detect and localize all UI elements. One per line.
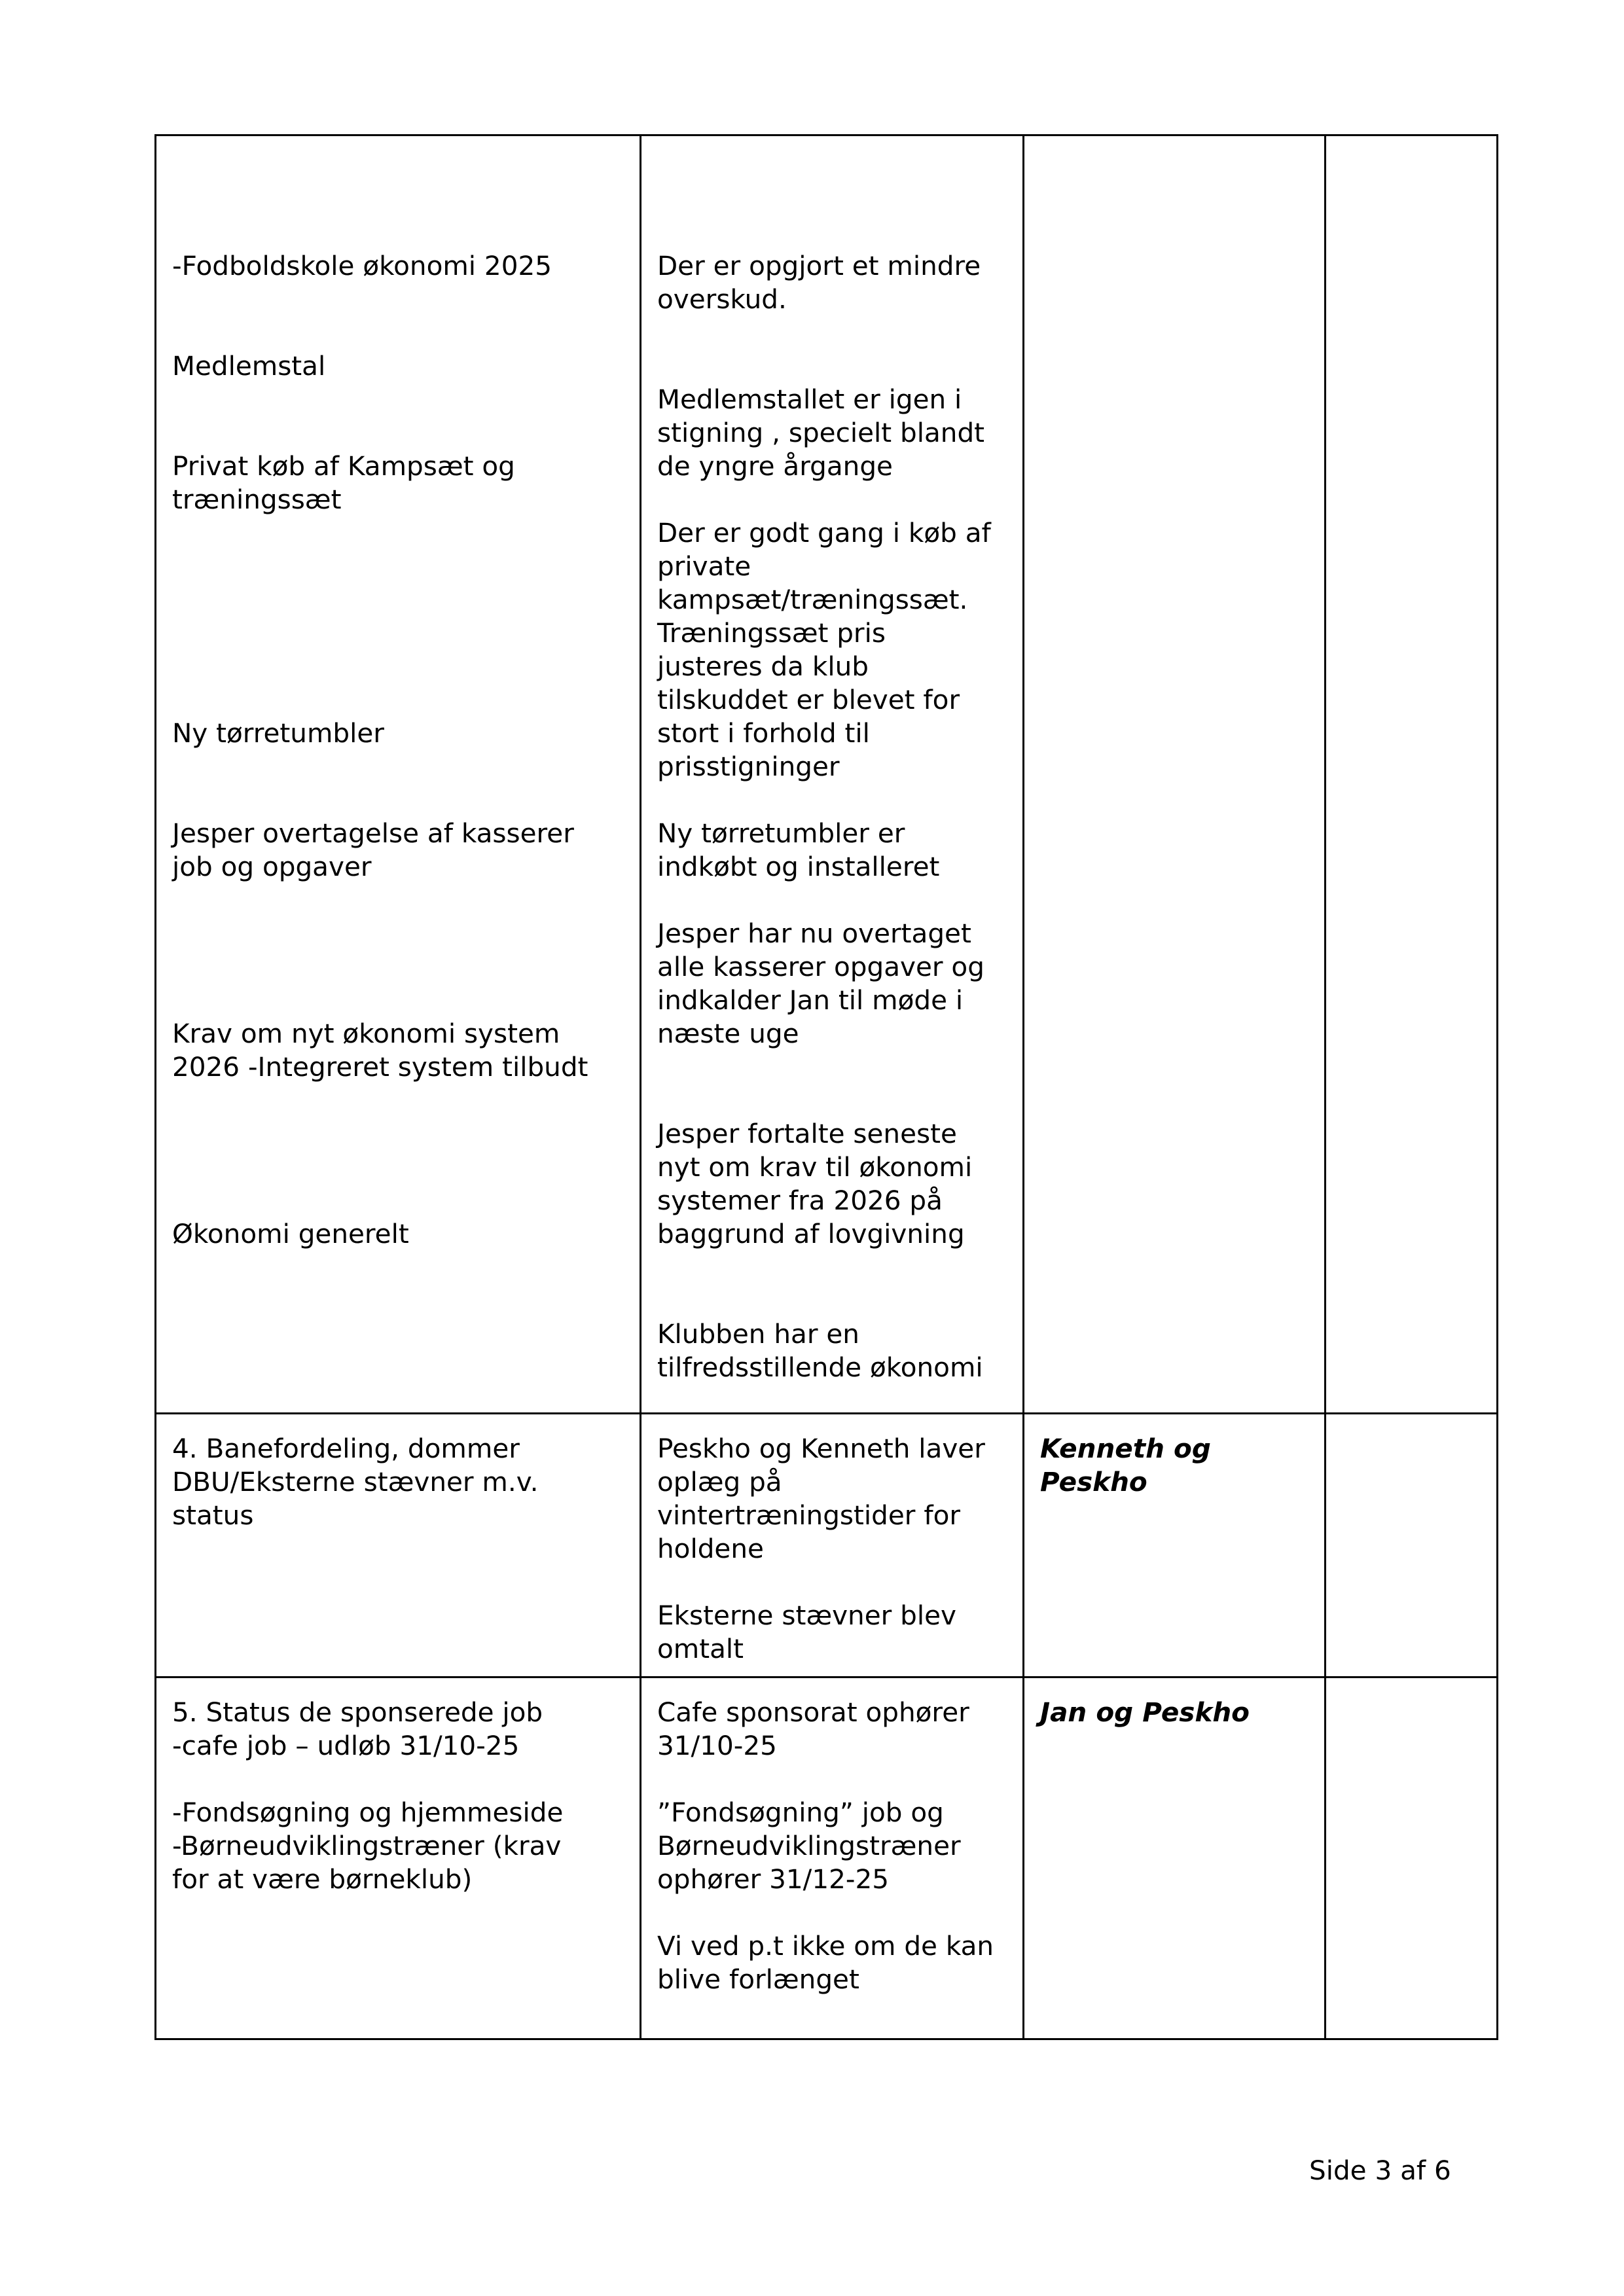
notes-cell (641, 135, 1024, 1414)
topic-cell (156, 1677, 641, 2039)
page-number: Side 3 af 6 (1309, 2155, 1451, 2186)
note-accounting-system: Jesper fortalte seneste nyt om krav til økonomi systemer fra 2026 på baggrund af lovgivning (657, 1118, 973, 1249)
notes-cell (641, 1677, 1024, 2039)
deadline-cell (1326, 1677, 1498, 2039)
minutes-table (154, 134, 1498, 2040)
responsible-cell (1024, 1414, 1326, 1677)
topic-sponsored-jobs-list: -Fondsøgning og hjemmeside -Børneudviklingstræner (krav for at være børneklub) (172, 1797, 564, 1895)
topic-private-purchase: Privat køb af Kampsæt og træningssæt (172, 450, 515, 515)
topic-field-allocation: 4. Banefordeling, dommer DBU/Eksterne stævner m.v. status (172, 1433, 539, 1531)
note-external-events: Eksterne stævner blev omtalt (657, 1600, 957, 1664)
topic-cell (156, 1414, 641, 1677)
note-funding-job: ”Fondsøgning” job og Børneudviklingstræner ophører 31/12-25 (657, 1797, 961, 1895)
notes-cell (641, 1414, 1024, 1677)
note-extension: Vi ved p.t ikke om de kan blive forlænget (657, 1930, 994, 1995)
responsible-cell (1024, 1677, 1326, 2039)
note-members: Medlemstallet er igen i stigning , specielt blandt de yngre årgange (657, 384, 985, 482)
responsible-name: Kenneth og Peskho (1040, 1433, 1211, 1498)
note-football-school: Der er opgjort et mindre overskud. (657, 250, 981, 315)
topic-treasurer: Jesper overtagelse af kasserer job og opgaver (172, 817, 574, 882)
note-treasurer: Jesper har nu overtaget alle kasserer opgaver og indkalder Jan til møde i næste uge (657, 918, 984, 1049)
topic-members: Medlemstal (172, 350, 326, 382)
deadline-cell (1326, 1414, 1498, 1677)
topic-accounting-system: Krav om nyt økonomi system 2026 -Integreret system tilbudt (172, 1018, 588, 1083)
responsible-cell (1024, 135, 1326, 1414)
topic-football-school: -Fodboldskole økonomi 2025 (172, 250, 552, 281)
note-winter-training: Peskho og Kenneth laver oplæg på vintertræningstider for holdene (657, 1433, 985, 1564)
deadline-cell (1326, 135, 1498, 1414)
note-economy-general: Klubben har en tilfredsstillende økonomi (657, 1318, 983, 1383)
topic-dryer: Ny tørretumbler (172, 717, 384, 749)
responsible-name: Jan og Peskho (1040, 1696, 1250, 1728)
topic-economy-general: Økonomi generelt (172, 1218, 409, 1249)
table-row-economy (156, 135, 1498, 1414)
table-row-field-allocation (156, 1414, 1498, 1677)
note-cafe-sponsorship: Cafe sponsorat ophører 31/10-25 (657, 1696, 969, 1761)
topic-sponsored-jobs: 5. Status de sponserede job -cafe job – udløb 31/10-25 (172, 1696, 543, 1761)
note-private-purchase: Der er godt gang i køb af private kampsæt/træningssæt. Træningssæt pris justeres da klub tilskuddet er blevet for stort i forhold til prisstigninger (657, 517, 991, 782)
table-row-sponsored-jobs (156, 1677, 1498, 2039)
note-dryer: Ny tørretumbler er indkøbt og installeret (657, 817, 940, 882)
topic-cell (156, 135, 641, 1414)
